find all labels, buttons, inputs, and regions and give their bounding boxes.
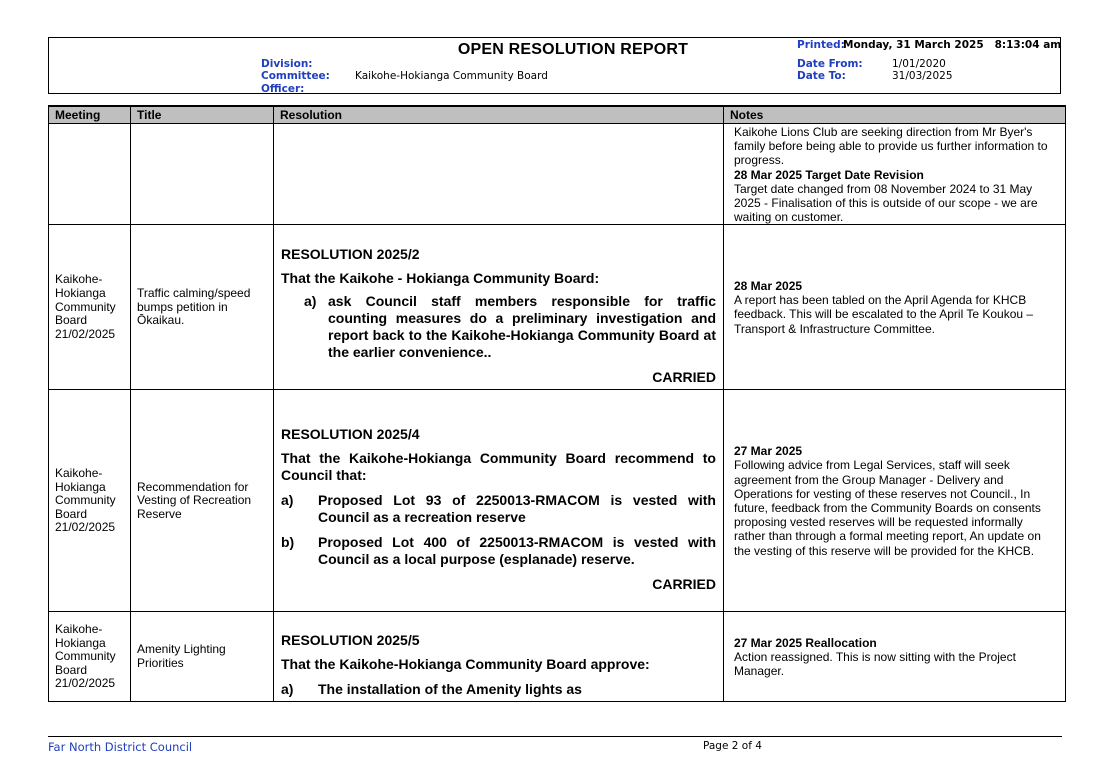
resolution-outcome: CARRIED: [652, 368, 716, 385]
title-line: Recommendation for: [137, 479, 249, 494]
notes-text: Following advice from Legal Services, staff will seek agreement from the Group Manager - Delivery and Operations for vesting of these reserves not Council., In future, feedback from the Community Boards on consents proposing vested reserves will be requested informally rather than through a formal meeting report, An update on the vesting of this reserve will be provided for the KHCB.: [734, 458, 1041, 558]
notes-heading: 27 Mar 2025: [734, 444, 803, 459]
printed-label: Printed:: [797, 39, 845, 51]
title-cell: [131, 612, 274, 702]
resolution-heading: RESOLUTION 2025/2: [281, 245, 420, 262]
meeting-cell: [49, 225, 131, 390]
item-text: The installation of the Amenity lights as: [318, 680, 582, 697]
notes-heading: 27 Mar 2025 Reallocation: [734, 635, 877, 650]
title-line: bumps petition in: [137, 299, 228, 314]
notes-text: Target date changed from 08 November 2024 to 31 May 2025 - Finalisation of this is outside of our scope - we are waiting on customer.: [734, 181, 1038, 225]
resolution-item: [281, 534, 716, 568]
meeting-line: Kaikohe-: [55, 272, 103, 287]
title-line: Amenity Lighting: [137, 642, 226, 657]
meeting-line: Hokianga: [55, 635, 106, 650]
title-line: Reserve: [137, 506, 182, 521]
report-header: [48, 37, 1061, 94]
table-row: [49, 225, 1066, 390]
notes-cell: [724, 225, 1066, 390]
meeting-line: Hokianga: [55, 479, 106, 494]
meeting-date: 21/02/2025: [55, 520, 116, 535]
meeting-date: 21/02/2025: [55, 326, 116, 341]
resolution-cell: [274, 225, 724, 390]
meeting-line: Kaikohe-: [55, 621, 103, 636]
table-row: [49, 390, 1066, 612]
date-from-value: 1/01/2020: [892, 58, 946, 70]
footer-page-number: Page 2 of 4: [703, 740, 762, 752]
notes-text: Action reassigned. This is now sitting with the Project Manager.: [734, 649, 1016, 679]
meeting-date: 21/02/2025: [55, 676, 116, 691]
item-marker: a): [281, 491, 294, 508]
resolution-item: [281, 681, 716, 698]
title-line: Traffic calming/speed: [137, 286, 251, 301]
meeting-line: Kaikohe-: [55, 465, 103, 480]
item-text: Proposed Lot 400 of 2250013-RMACOM is vested with Council as a local purpose (esplanade) reserve.: [318, 533, 716, 567]
column-header-title: Title: [131, 106, 274, 124]
item-marker: b): [281, 533, 295, 550]
resolution-intro: That the Kaikohe - Hokianga Community Board:: [281, 269, 600, 286]
meeting-line: Community: [55, 299, 116, 314]
resolution-intro: That the Kaikohe-Hokianga Community Board recommend to Council that:: [281, 449, 716, 483]
column-header-meeting: Meeting: [49, 106, 131, 124]
column-header-notes: Notes: [724, 106, 1066, 124]
column-header-resolution: Resolution: [274, 106, 724, 124]
title-cell: [131, 124, 274, 225]
date-to-value: 31/03/2025: [892, 70, 953, 82]
resolution-heading: RESOLUTION 2025/4: [281, 425, 420, 442]
resolution-item: [281, 293, 716, 361]
committee-value: Kaikohe-Hokianga Community Board: [355, 70, 548, 82]
table-row: [49, 124, 1066, 225]
footer-organisation: Far North District Council: [48, 740, 193, 754]
date-to-label: Date To:: [797, 70, 846, 82]
meeting-line: Hokianga: [55, 286, 106, 301]
resolution-intro: That the Kaikohe-Hokianga Community Board approve:: [281, 655, 650, 672]
title-line: Vesting of Recreation: [137, 493, 252, 508]
committee-label: Committee:: [261, 70, 330, 82]
resolution-item: [281, 492, 716, 526]
resolution-heading: RESOLUTION 2025/5: [281, 631, 420, 648]
notes-heading: 28 Mar 2025 Target Date Revision: [734, 167, 924, 182]
title-cell: [131, 390, 274, 612]
meeting-line: Community: [55, 493, 116, 508]
resolution-cell: [274, 612, 724, 702]
meeting-cell: [49, 124, 131, 225]
item-marker: a): [281, 680, 294, 697]
notes-cell: [724, 612, 1066, 702]
division-label: Division:: [261, 58, 313, 70]
resolution-table: [48, 105, 1066, 702]
report-title: OPEN RESOLUTION REPORT: [457, 41, 689, 58]
table-row: [49, 612, 1066, 702]
resolution-cell: [274, 390, 724, 612]
officer-label: Officer:: [261, 83, 305, 95]
meeting-line: Board: [55, 313, 88, 328]
item-text: ask Council staff members responsible for traffic counting measures do a preliminary investigation and report back to the Kaikohe-Hokianga Community Board at the earlier convenience..: [328, 292, 716, 360]
meeting-line: Community: [55, 649, 116, 664]
notes-text: A report has been tabled on the April Agenda for KHCB feedback. This will be escalated to the April Te Koukou – Transport & Infrastructure Committee.: [734, 293, 1034, 336]
notes-heading: 28 Mar 2025: [734, 279, 803, 294]
meeting-line: Board: [55, 662, 88, 677]
notes-text: Kaikohe Lions Club are seeking direction from Mr Byer's family before being able to provide us further information to progress.: [734, 125, 1048, 168]
title-line: Priorities: [137, 655, 184, 670]
title-line: Ōkaikau.: [137, 313, 185, 328]
item-text: Proposed Lot 93 of 2250013-RMACOM is vested with Council as a recreation reserve: [318, 491, 716, 525]
meeting-line: Board: [55, 506, 88, 521]
notes-cell: [724, 124, 1066, 225]
meeting-cell: [49, 612, 131, 702]
title-cell: [131, 225, 274, 390]
item-marker: a): [304, 292, 317, 309]
printed-value: Monday, 31 March 2025 8:13:04 am: [843, 39, 1062, 51]
resolution-outcome: CARRIED: [652, 575, 716, 592]
date-from-label: Date From:: [797, 58, 863, 70]
meeting-cell: [49, 390, 131, 612]
notes-cell: [724, 390, 1066, 612]
footer-divider: [48, 736, 1062, 737]
table-header-row: [49, 106, 1066, 124]
resolution-cell: [274, 124, 724, 225]
